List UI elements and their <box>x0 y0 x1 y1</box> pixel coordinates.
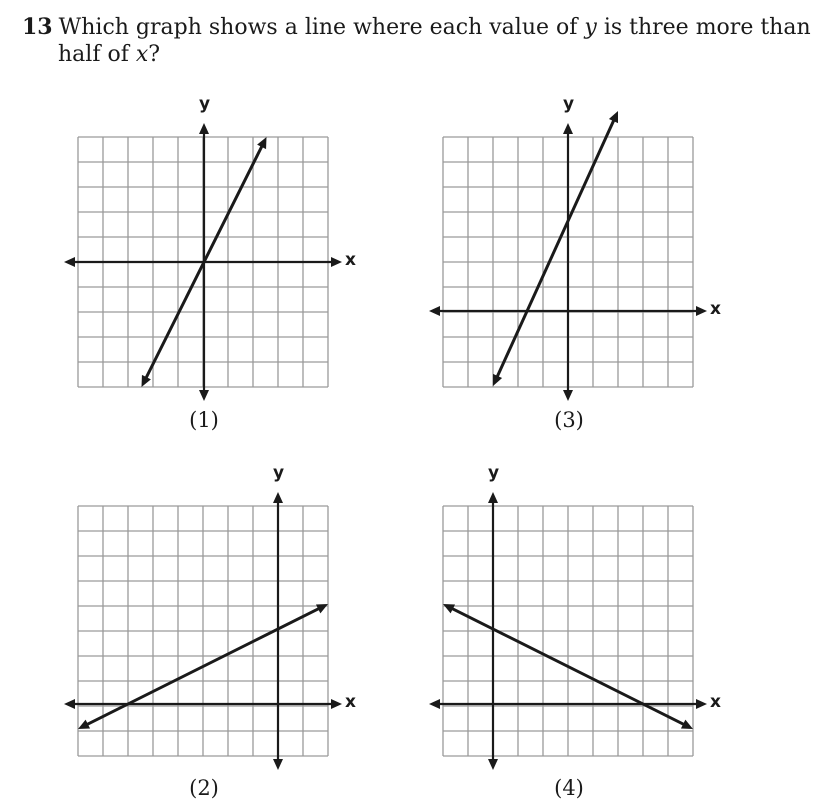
choice-label: (1) <box>189 408 219 432</box>
question-text-part2: is three more than <box>596 15 811 40</box>
y-axis-arrow-down <box>563 390 573 401</box>
x-axis-label: x <box>345 692 356 712</box>
choice-label: (4) <box>554 776 584 800</box>
y-axis-label: y <box>488 463 500 483</box>
question-text-part4: ? <box>148 42 161 67</box>
y-axis-label: y <box>563 94 575 114</box>
y-axis-arrow-up <box>563 123 573 134</box>
choice-label: (3) <box>554 408 584 432</box>
x-axis-label: x <box>710 692 721 712</box>
x-axis-arrow-right <box>331 257 342 267</box>
choice-label: (2) <box>189 776 219 800</box>
x-axis-arrow-left <box>429 306 440 316</box>
x-axis-arrow-left <box>429 699 440 709</box>
y-axis-label: y <box>273 463 285 483</box>
y-axis-arrow-down <box>273 759 283 770</box>
x-axis-label: x <box>345 250 356 270</box>
x-axis-arrow-left <box>64 257 75 267</box>
y-axis-arrow-up <box>488 492 498 503</box>
x-axis-arrow-left <box>64 699 75 709</box>
x-axis-label: x <box>710 299 721 319</box>
question-number: 13 <box>22 14 53 40</box>
question-text-part1: Which graph shows a line where each value of <box>58 15 585 40</box>
x-axis-arrow-right <box>331 699 342 709</box>
question-var-x: x <box>135 42 149 67</box>
y-axis-arrow-up <box>273 492 283 503</box>
question-var-y: y <box>584 15 597 40</box>
y-axis-arrow-up <box>199 123 209 134</box>
y-axis-label: y <box>199 94 211 114</box>
plotted-line <box>495 116 615 380</box>
x-axis-arrow-right <box>696 306 707 316</box>
y-axis-arrow-down <box>488 759 498 770</box>
y-axis-arrow-down <box>199 390 209 401</box>
x-axis-arrow-right <box>696 699 707 709</box>
question-text-part3: half of <box>58 42 136 67</box>
